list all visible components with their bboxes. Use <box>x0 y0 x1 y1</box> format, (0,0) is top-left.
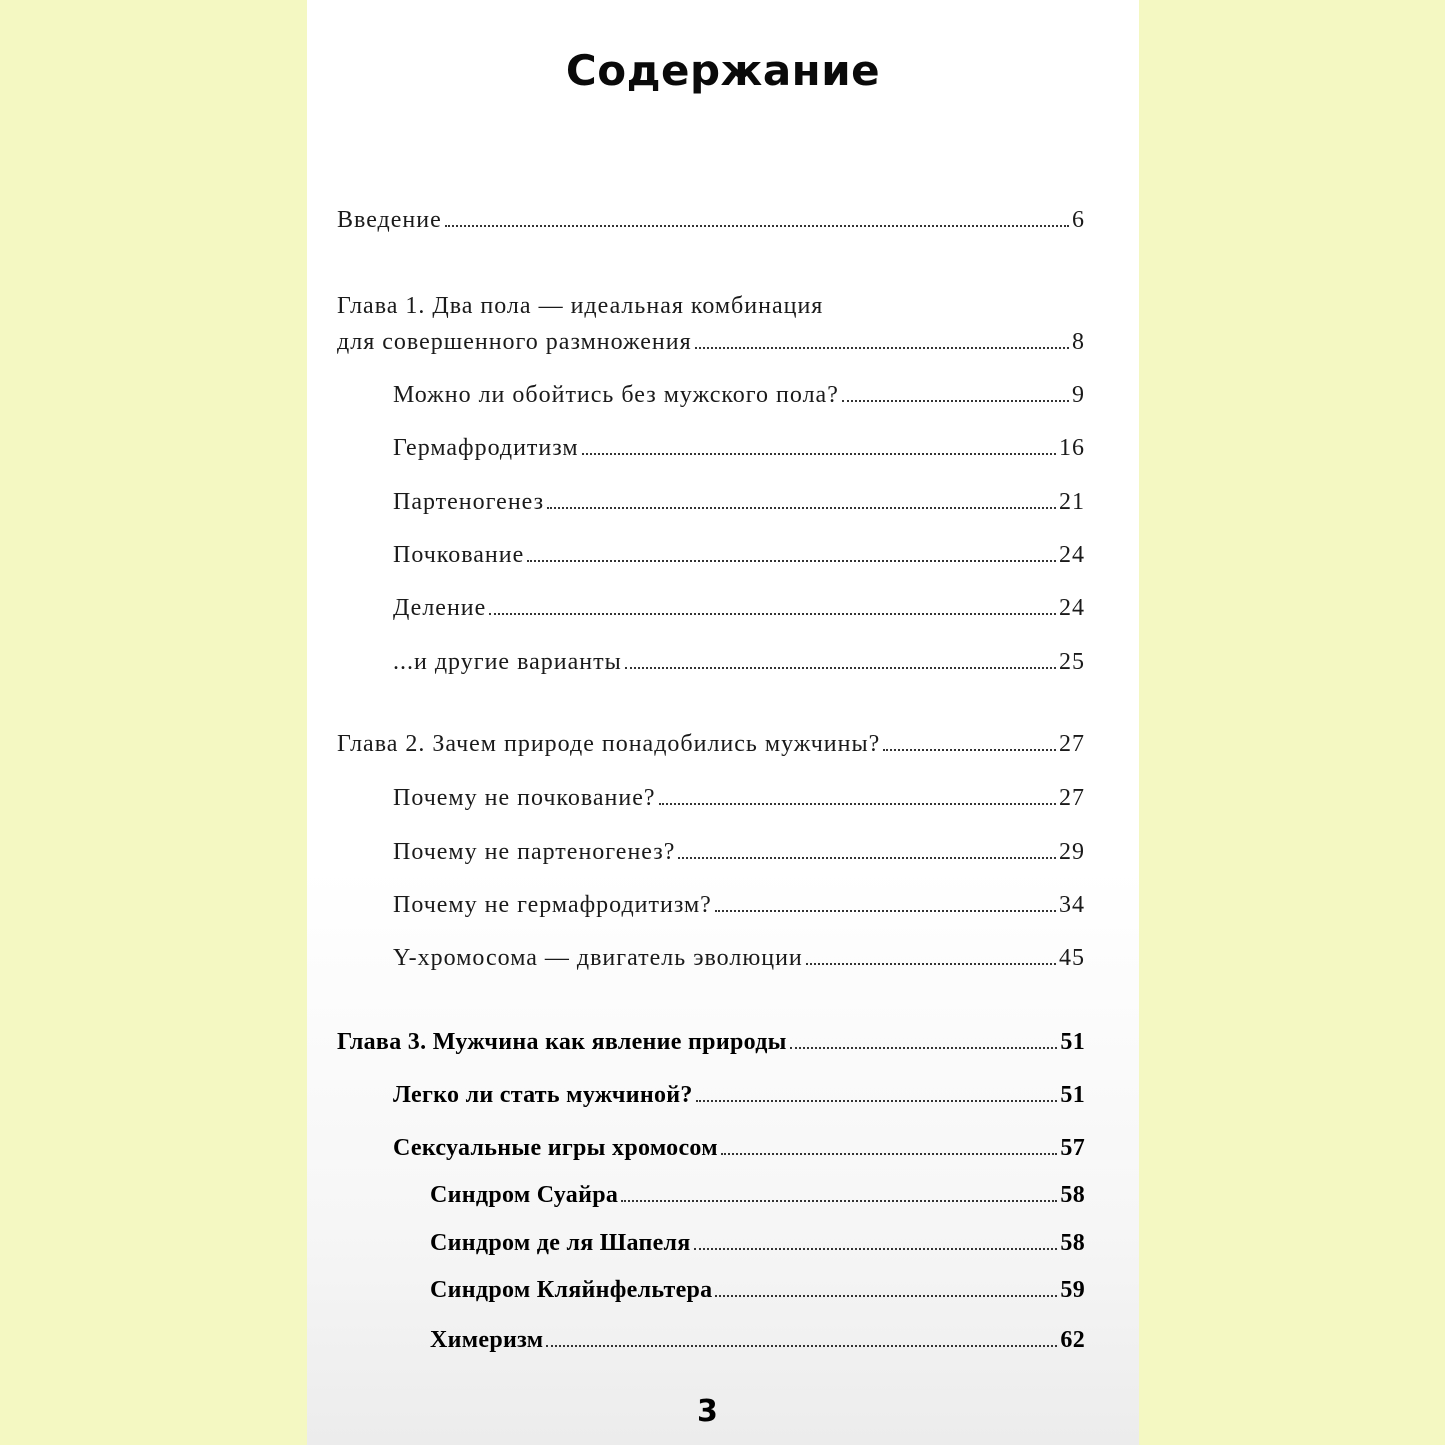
toc-entry-label: Партеногенез <box>393 489 545 515</box>
toc-entry-page: 58 <box>1060 1230 1085 1256</box>
toc-entry <box>393 595 1085 622</box>
toc-entry <box>430 1327 1085 1354</box>
toc-entry <box>393 1135 1085 1162</box>
toc-entry-label: Деление <box>393 595 487 621</box>
toc-entry-page: 51 <box>1060 1082 1085 1108</box>
book-page <box>307 0 1139 1445</box>
toc-entry-label: Химеризм <box>430 1327 544 1353</box>
toc-entry-page: 6 <box>1072 207 1085 233</box>
toc-entry <box>337 207 1085 234</box>
toc-entry-page: 57 <box>1060 1135 1085 1161</box>
toc-entry <box>393 435 1085 462</box>
dot-leader <box>721 1153 1058 1155</box>
dot-leader <box>695 347 1069 349</box>
toc-entry <box>393 649 1085 676</box>
toc-entry-label: Глава 2. Зачем природе понадобились мужчины? <box>337 731 881 757</box>
toc-entry <box>337 329 1085 356</box>
toc-entry-label: Почему не партеногенез? <box>393 839 676 865</box>
toc-entry-page: 27 <box>1059 731 1085 757</box>
dot-leader <box>659 803 1056 805</box>
toc-entry <box>393 945 1085 972</box>
toc-entry-label: Синдром де ля Шапеля <box>430 1230 691 1256</box>
dot-leader <box>489 613 1056 615</box>
dot-leader <box>694 1248 1058 1250</box>
toc-entry <box>337 1029 1085 1056</box>
page-number: 3 <box>697 1394 718 1429</box>
toc-entry <box>393 1082 1085 1109</box>
toc-entry <box>430 1182 1085 1209</box>
toc-entry-page: 51 <box>1060 1029 1085 1055</box>
page-title: Содержание <box>565 46 881 95</box>
toc-entry-label: Легко ли стать мужчиной? <box>393 1082 693 1108</box>
toc-entry-page: 24 <box>1059 542 1085 568</box>
toc-entry-label: Почкование <box>393 542 525 568</box>
toc-entry <box>430 1230 1085 1257</box>
toc-entry-page: 9 <box>1072 382 1085 408</box>
dot-leader <box>696 1100 1058 1102</box>
toc-entry-label: Y-хромосома — двигатель эволюции <box>393 945 803 971</box>
toc-entry-page: 29 <box>1059 839 1085 865</box>
toc-entry-label: Почему не гермафродитизм? <box>393 892 712 918</box>
toc-entry <box>393 892 1085 919</box>
dot-leader <box>527 560 1056 562</box>
toc-entry-page: 62 <box>1060 1327 1085 1353</box>
dot-leader <box>546 1345 1057 1347</box>
toc-entry <box>430 1277 1085 1304</box>
dot-leader <box>445 225 1069 227</box>
toc-entry-page: 59 <box>1060 1277 1085 1303</box>
toc-entry-page: 25 <box>1059 649 1085 675</box>
dot-leader <box>715 910 1056 912</box>
dot-leader <box>621 1200 1057 1202</box>
toc-entry-label: ...и другие варианты <box>393 649 622 675</box>
toc-entry-label: Гермафродитизм <box>393 435 579 461</box>
dot-leader <box>883 749 1056 751</box>
toc-entry-label: Синдром Суайра <box>430 1182 619 1208</box>
dot-leader <box>715 1295 1057 1297</box>
toc-entry-page: 27 <box>1059 785 1085 811</box>
dot-leader <box>547 507 1056 509</box>
toc-entry <box>393 542 1085 569</box>
toc-entry-label: Введение <box>337 207 442 233</box>
toc-entry <box>337 731 1085 758</box>
toc-entry-label: Синдром Кляйнфельтера <box>430 1277 713 1303</box>
toc-entry-page: 24 <box>1059 595 1085 621</box>
toc-entry-label: Сексуальные игры хромосом <box>393 1135 718 1161</box>
toc-entry-page: 45 <box>1059 945 1085 971</box>
dot-leader <box>582 453 1056 455</box>
dot-leader <box>806 963 1056 965</box>
toc-entry-label: для совершенного размножения <box>337 329 692 355</box>
toc-entry-label: Почему не почкование? <box>393 785 656 811</box>
toc-entry <box>393 489 1085 516</box>
toc-entry <box>393 382 1085 409</box>
toc-entry-label: Можно ли обойтись без мужского пола? <box>393 382 839 408</box>
toc-entry-label: Глава 3. Мужчина как явление природы <box>337 1029 787 1055</box>
toc-entry-page: 16 <box>1059 435 1085 461</box>
toc-entry-page: 8 <box>1072 329 1085 355</box>
dot-leader <box>678 857 1056 859</box>
toc-entry-page: 58 <box>1060 1182 1085 1208</box>
toc-entry <box>393 839 1085 866</box>
toc-entry-page: 21 <box>1059 489 1085 515</box>
dot-leader <box>625 667 1056 669</box>
dot-leader <box>842 400 1069 402</box>
dot-leader <box>790 1047 1058 1049</box>
toc-entry-heading-line: Глава 1. Два пола — идеальная комбинация <box>337 293 824 319</box>
toc-entry-page: 34 <box>1059 892 1085 918</box>
toc-entry <box>393 785 1085 812</box>
